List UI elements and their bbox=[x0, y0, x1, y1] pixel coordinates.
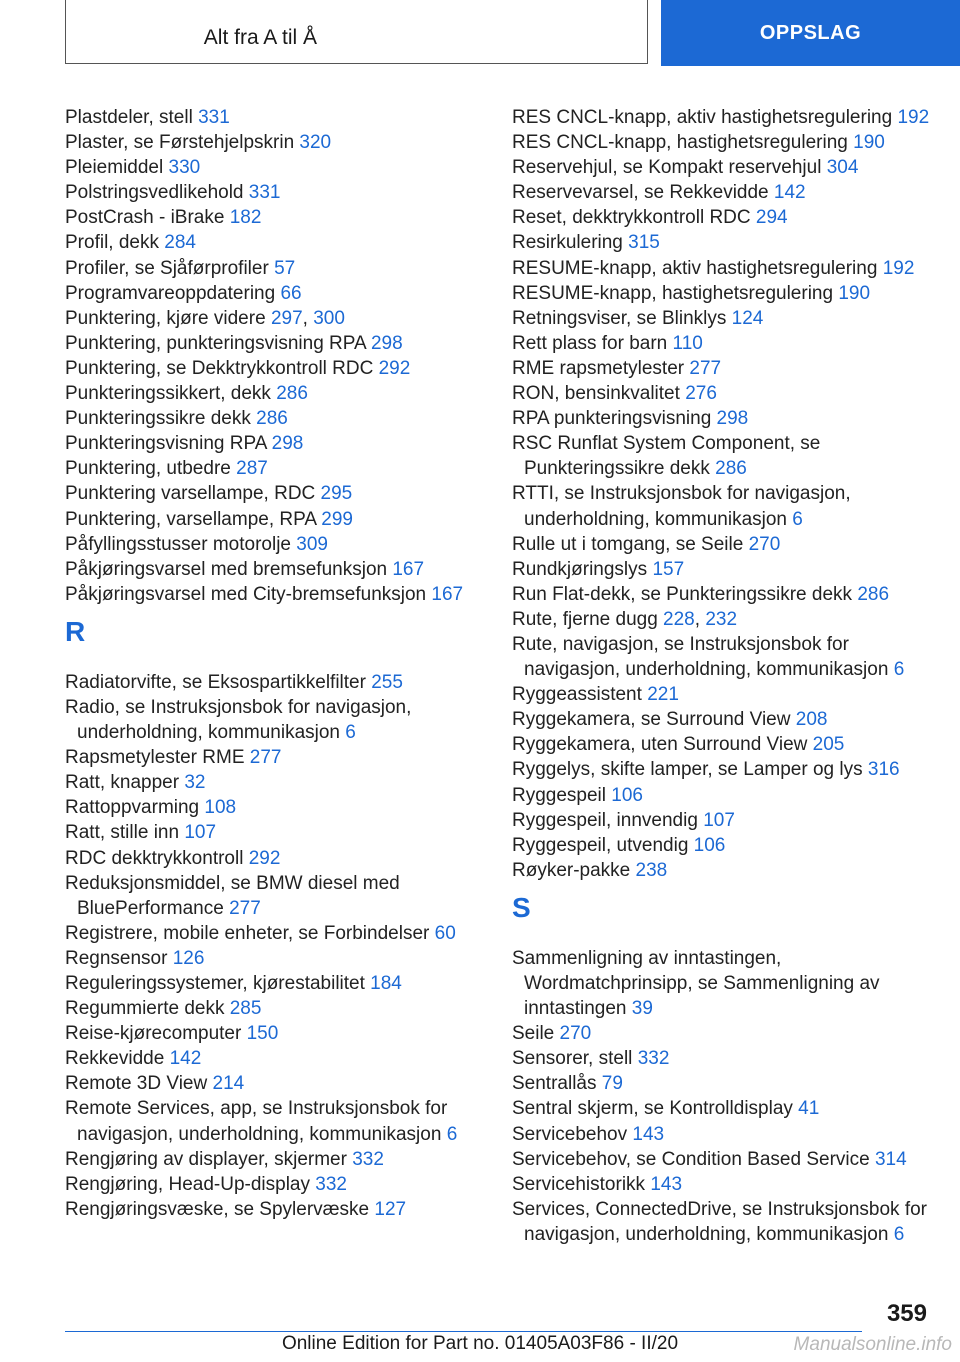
page-link[interactable]: 332 bbox=[352, 1148, 384, 1170]
page-link[interactable]: 190 bbox=[838, 282, 871, 304]
index-entry bbox=[512, 757, 942, 782]
page-link[interactable]: 6 bbox=[893, 1223, 905, 1245]
index-entry bbox=[65, 155, 485, 180]
page-link[interactable]: 297 bbox=[270, 307, 303, 329]
page-link[interactable]: 287 bbox=[236, 458, 268, 480]
index-entry bbox=[65, 996, 485, 1021]
index-entry bbox=[65, 456, 485, 481]
index-column-left bbox=[65, 105, 485, 1222]
index-entry bbox=[512, 481, 942, 531]
page-link[interactable]: 32 bbox=[184, 772, 206, 794]
page-link[interactable]: 294 bbox=[755, 207, 788, 229]
page-link[interactable]: 255 bbox=[371, 671, 403, 693]
index-term: Servicebehov bbox=[512, 1123, 628, 1145]
page-link[interactable]: 276 bbox=[685, 383, 717, 405]
page-link[interactable]: 315 bbox=[628, 232, 660, 254]
index-term: RESUME-knapp, hastighetsregulering bbox=[512, 282, 834, 304]
page-link[interactable]: 190 bbox=[853, 132, 885, 154]
index-entry bbox=[512, 306, 942, 331]
page-link[interactable]: 298 bbox=[271, 433, 304, 455]
page-link[interactable]: 286 bbox=[715, 458, 747, 480]
index-term: Rengjøring av displayer, skjermer bbox=[65, 1148, 347, 1170]
index-term: Rute, navigasjon, se Instruksjonsbok for navigasjon, underholdning, kommunikasjon bbox=[512, 633, 889, 681]
index-term: Reservehjul, se Kompakt reservehjul bbox=[512, 157, 822, 179]
index-term: Ryggespeil bbox=[512, 784, 606, 806]
page-link[interactable]: 228 bbox=[663, 608, 695, 630]
header-frame bbox=[65, 0, 648, 64]
page-link[interactable]: 332 bbox=[637, 1048, 670, 1070]
index-term: RDC dekktrykkontroll bbox=[65, 847, 244, 869]
index-term: Regnsensor bbox=[65, 947, 168, 969]
index-entry bbox=[512, 431, 942, 481]
page-link[interactable]: 286 bbox=[276, 383, 308, 405]
index-entry bbox=[65, 281, 485, 306]
index-term: Reservevarsel, se Rekkevidde bbox=[512, 182, 769, 204]
page-link[interactable]: 332 bbox=[315, 1173, 347, 1195]
index-term: Reset, dekktrykkontroll RDC bbox=[512, 207, 751, 229]
index-term: Punktering, se Dekktrykkontroll RDC bbox=[65, 357, 374, 379]
index-term: Rundkjøringslys bbox=[512, 558, 648, 580]
index-entry bbox=[65, 1071, 485, 1096]
index-entry bbox=[65, 507, 485, 532]
index-term: Radio, se Instruksjonsbok for navigasjon, underholdning, kommunikasjon bbox=[65, 696, 412, 744]
page-link[interactable]: 167 bbox=[431, 583, 464, 605]
index-entry bbox=[65, 795, 485, 820]
index-entry bbox=[65, 670, 485, 695]
page-link[interactable]: 208 bbox=[795, 709, 828, 731]
index-term: RME rapsmetylester bbox=[512, 357, 685, 379]
page-link[interactable]: 6 bbox=[345, 722, 356, 744]
page-link[interactable]: 57 bbox=[274, 257, 296, 279]
index-term: Rulle ut i tomgang, se Seile bbox=[512, 533, 744, 555]
page-link[interactable]: 126 bbox=[172, 947, 205, 969]
page-link[interactable]: 214 bbox=[212, 1073, 245, 1095]
page-link[interactable]: 221 bbox=[647, 684, 679, 706]
page-link[interactable]: 39 bbox=[631, 998, 653, 1020]
index-term: Servicehistorikk bbox=[512, 1173, 646, 1195]
index-entry bbox=[65, 846, 485, 871]
page-link[interactable]: 41 bbox=[798, 1098, 820, 1120]
index-entry bbox=[512, 557, 942, 582]
index-term: Remote 3D View bbox=[65, 1073, 208, 1095]
index-entry bbox=[512, 381, 942, 406]
page-link[interactable]: 60 bbox=[434, 922, 456, 944]
index-entry bbox=[65, 130, 485, 155]
section-title: Alt fra A til Å bbox=[203, 26, 317, 49]
index-entry bbox=[512, 1071, 942, 1096]
page-link[interactable]: 304 bbox=[826, 157, 859, 179]
page-link[interactable]: 284 bbox=[164, 232, 196, 254]
index-term: Reise-kjørecomputer bbox=[65, 1023, 242, 1045]
index-entry bbox=[65, 532, 485, 557]
index-entry bbox=[65, 921, 485, 946]
index-entry bbox=[512, 682, 942, 707]
page-link[interactable]: 285 bbox=[229, 998, 262, 1020]
page-link[interactable]: 331 bbox=[198, 107, 230, 128]
page-link[interactable]: 292 bbox=[248, 847, 281, 869]
index-term: Ryggelys, skifte lamper, se Lamper og lys bbox=[512, 759, 863, 781]
index-entry bbox=[512, 1147, 942, 1172]
index-term: Regummierte dekk bbox=[65, 998, 225, 1020]
page-link[interactable]: 238 bbox=[635, 859, 668, 881]
footer-edition: Online Edition for Part no. 01405A03F86 - II/20 bbox=[281, 1333, 679, 1354]
index-entry bbox=[512, 256, 942, 281]
page-link[interactable]: 270 bbox=[748, 533, 781, 555]
index-term: Ryggespeil, innvendig bbox=[512, 809, 698, 831]
index-term: Rengjøring, Head-Up-display bbox=[65, 1173, 310, 1195]
page-link[interactable]: 143 bbox=[632, 1123, 665, 1145]
index-entry bbox=[512, 632, 942, 682]
index-term: Rengjøringsvæske, se Spylervæske bbox=[65, 1198, 370, 1220]
index-entry bbox=[512, 105, 942, 130]
index-entry bbox=[65, 871, 485, 921]
index-term: Retningsviser, se Blinklys bbox=[512, 307, 727, 329]
page-link[interactable]: 106 bbox=[611, 784, 643, 806]
index-term: Plastdeler, stell bbox=[65, 107, 193, 128]
index-term: Påkjøringsvarsel med bremsefunksjon bbox=[65, 558, 388, 580]
index-entry bbox=[512, 946, 942, 1021]
index-term: Resirkulering bbox=[512, 232, 623, 254]
index-term: Punktering, punkteringsvisning RPA bbox=[65, 332, 366, 354]
index-term: PostCrash - iBrake bbox=[65, 207, 225, 229]
index-letter-heading: R bbox=[65, 615, 86, 647]
index-term: Ratt, stille inn bbox=[65, 822, 180, 844]
page-link[interactable]: 150 bbox=[246, 1023, 279, 1045]
index-term: Punktering, utbedre bbox=[65, 458, 231, 480]
index-term: RESUME-knapp, aktiv hastighetsregulering bbox=[512, 257, 878, 279]
page-link[interactable]: 108 bbox=[204, 797, 237, 819]
index-entry bbox=[65, 557, 485, 582]
page-link[interactable]: 79 bbox=[601, 1073, 623, 1095]
page-link[interactable]: 298 bbox=[370, 332, 403, 354]
page-link[interactable]: 300 bbox=[313, 307, 345, 329]
index-term: Reguleringssystemer, kjørestabilitet bbox=[65, 973, 365, 994]
index-term: Ryggeassistent bbox=[512, 684, 642, 706]
page-link[interactable]: 106 bbox=[693, 834, 726, 856]
index-term: Rett plass for barn bbox=[512, 332, 668, 354]
page-link[interactable]: 6 bbox=[446, 1123, 458, 1145]
page-link[interactable]: 157 bbox=[652, 558, 685, 580]
index-entry bbox=[512, 130, 942, 155]
index-entry bbox=[65, 770, 485, 795]
watermark: Manualsonline.info bbox=[793, 1334, 952, 1355]
page-link[interactable]: 124 bbox=[731, 307, 764, 329]
page-link[interactable]: 286 bbox=[256, 408, 288, 430]
index-entry bbox=[512, 783, 942, 808]
index-entry bbox=[65, 582, 485, 607]
page-link[interactable]: 107 bbox=[703, 809, 735, 831]
page-link[interactable]: 6 bbox=[792, 508, 803, 530]
index-entry bbox=[65, 1172, 485, 1197]
index-entry bbox=[512, 833, 942, 858]
index-entry bbox=[65, 356, 485, 381]
index-entry bbox=[65, 230, 485, 255]
index-term: Rute, fjerne dugg bbox=[512, 608, 658, 630]
index-term: Punkteringssikkert, dekk bbox=[65, 383, 271, 405]
page-link[interactable]: 292 bbox=[378, 357, 411, 379]
page-link[interactable]: 277 bbox=[249, 747, 282, 769]
index-term: Registrere, mobile enheter, se Forbindelser bbox=[65, 922, 430, 944]
index-term: Sammenligning av inntastingen, Wordmatchprinsipp, se Sammenligning av inntastingen bbox=[512, 947, 880, 1020]
index-term: Pleiemiddel bbox=[65, 157, 164, 179]
index-term: Sensorer, stell bbox=[512, 1048, 633, 1070]
index-entry bbox=[65, 946, 485, 971]
page-link[interactable]: 192 bbox=[882, 257, 915, 279]
index-term: Rapsmetylester RME bbox=[65, 747, 245, 769]
index-entry bbox=[512, 532, 942, 557]
index-entry bbox=[512, 1197, 942, 1247]
index-entry bbox=[512, 281, 942, 306]
index-term: Sentrallås bbox=[512, 1073, 597, 1095]
index-entry bbox=[65, 745, 485, 770]
page-link[interactable]: 142 bbox=[773, 182, 806, 204]
page-link[interactable]: 316 bbox=[867, 759, 900, 781]
index-entry bbox=[65, 971, 485, 996]
index-term: Punkteringsvisning RPA bbox=[65, 433, 267, 455]
index-entry bbox=[65, 180, 485, 205]
index-entry bbox=[65, 406, 485, 431]
index-column-right bbox=[512, 105, 942, 1247]
index-term: Seile bbox=[512, 1023, 555, 1045]
index-term: Påfyllingsstusser motorolje bbox=[65, 533, 291, 555]
page-link[interactable]: 205 bbox=[812, 734, 845, 756]
index-term: Punktering, kjøre videre bbox=[65, 307, 266, 329]
index-term: RES CNCL-knapp, hastighetsregulering bbox=[512, 132, 848, 154]
index-entry bbox=[65, 331, 485, 356]
page-link[interactable]: 286 bbox=[857, 583, 890, 605]
page-number: 359 bbox=[886, 1300, 927, 1327]
index-term: Programvareoppdatering bbox=[65, 282, 276, 304]
page-link[interactable]: 331 bbox=[248, 182, 281, 204]
index-letter-heading: S bbox=[512, 891, 531, 923]
index-term: RPA punkteringsvisning bbox=[512, 408, 712, 430]
index-entry bbox=[512, 331, 942, 356]
page-link[interactable]: 330 bbox=[168, 157, 201, 179]
page-link[interactable]: 143 bbox=[650, 1173, 683, 1195]
index-term: Rekkevidde bbox=[65, 1048, 165, 1070]
page-link[interactable]: 127 bbox=[374, 1198, 407, 1220]
index-term: Røyker-pakke bbox=[512, 859, 631, 881]
index-entry: Punktering, kjøre videre 297, 300 bbox=[65, 307, 345, 329]
index-term: Ryggekamera, se Surround View bbox=[512, 709, 791, 731]
index-term: Rattoppvarming bbox=[65, 797, 200, 819]
page-link[interactable]: 107 bbox=[184, 822, 217, 844]
index-term: Remote Services, app, se Instruksjonsbok for navigasjon, underholdning, kommunikasjon bbox=[65, 1098, 448, 1145]
index-entry bbox=[512, 1046, 942, 1071]
page-link[interactable]: 320 bbox=[299, 132, 332, 154]
index-entry bbox=[65, 256, 485, 281]
index-entry bbox=[512, 582, 942, 607]
index-term: Radiatorvifte, se Eksospartikkelfilter bbox=[65, 671, 366, 693]
index-entry bbox=[512, 808, 942, 833]
index-term: Punkteringssikre dekk bbox=[65, 408, 251, 430]
index-entry bbox=[65, 105, 485, 130]
index-term: Ryggekamera, uten Surround View bbox=[512, 734, 808, 756]
page-link[interactable]: 298 bbox=[716, 408, 749, 430]
index-term: Services, ConnectedDrive, se Instruksjonsbok for navigasjon, underholdning, kommunikasjon bbox=[512, 1198, 928, 1245]
index-entry: Rute, fjerne dugg 228, 232 bbox=[512, 608, 738, 630]
page-link[interactable]: 295 bbox=[320, 483, 353, 505]
index-term: Profil, dekk bbox=[65, 232, 159, 254]
index-entry bbox=[512, 1021, 942, 1046]
page-link[interactable]: 277 bbox=[229, 897, 261, 919]
index-entry bbox=[65, 1021, 485, 1046]
index-term: Profiler, se Sjåførprofiler bbox=[65, 257, 269, 279]
index-entry bbox=[512, 155, 942, 180]
tab-oppslag[interactable]: OPPSLAG bbox=[661, 0, 960, 66]
index-term: RSC Runflat System Component, se Punkteringssikre dekk bbox=[512, 433, 821, 480]
page-link[interactable]: 184 bbox=[370, 973, 402, 994]
index-entry bbox=[512, 205, 942, 230]
index-entry bbox=[512, 1172, 942, 1197]
index-entry bbox=[512, 356, 942, 381]
index-entry bbox=[65, 1147, 485, 1172]
index-entry bbox=[512, 858, 942, 883]
index-term: Sentral skjerm, se Kontrolldisplay bbox=[512, 1098, 793, 1120]
index-entry bbox=[512, 1122, 942, 1147]
page-link[interactable]: 270 bbox=[559, 1023, 592, 1045]
index-entry bbox=[65, 431, 485, 456]
page-link[interactable]: 299 bbox=[321, 508, 353, 530]
index-term: Ryggespeil, utvendig bbox=[512, 834, 689, 856]
index-entry bbox=[65, 695, 485, 745]
index-entry bbox=[512, 230, 942, 255]
index-term: Reduksjonsmiddel, se BMW diesel med BluePerformance bbox=[65, 872, 400, 919]
index-entry bbox=[65, 1046, 485, 1071]
index-entry bbox=[512, 406, 942, 431]
index-term: Punktering, varsellampe, RPA bbox=[65, 508, 316, 530]
page-link[interactable]: 6 bbox=[893, 659, 905, 681]
index-entry bbox=[512, 1096, 942, 1121]
page-link[interactable]: 182 bbox=[229, 207, 262, 229]
footer-divider bbox=[65, 1331, 862, 1332]
index-entry bbox=[65, 205, 485, 230]
page-link[interactable]: 167 bbox=[392, 558, 425, 580]
page-link[interactable]: 142 bbox=[169, 1048, 202, 1070]
index-entry bbox=[65, 481, 485, 506]
index-term: Polstringsvedlikehold bbox=[65, 182, 244, 204]
index-entry bbox=[65, 1197, 485, 1222]
index-term: Servicebehov, se Condition Based Service bbox=[512, 1148, 870, 1170]
index-term: RON, bensinkvalitet bbox=[512, 383, 680, 405]
index-term: Plaster, se Førstehjelpskrin bbox=[65, 132, 295, 154]
index-entry bbox=[65, 820, 485, 845]
index-entry bbox=[512, 732, 942, 757]
index-term: Ratt, knapper bbox=[65, 772, 180, 794]
page-link[interactable]: 309 bbox=[296, 533, 328, 555]
page-link[interactable]: 232 bbox=[705, 608, 738, 630]
page-link[interactable]: 66 bbox=[280, 282, 302, 304]
page-link[interactable]: 277 bbox=[689, 357, 722, 379]
index-term: Punktering varsellampe, RDC bbox=[65, 483, 316, 505]
index-term: Run Flat-dekk, se Punkteringssikre dekk bbox=[512, 583, 853, 605]
index-entry bbox=[65, 381, 485, 406]
index-entry bbox=[65, 1096, 485, 1146]
index-term: RTTI, se Instruksjonsbok for navigasjon, underholdning, kommunikasjon bbox=[512, 483, 851, 530]
index-term: RES CNCL-knapp, aktiv hastighetsregulering bbox=[512, 107, 893, 128]
page-link[interactable]: 314 bbox=[874, 1148, 907, 1170]
page-link[interactable]: 192 bbox=[897, 107, 930, 128]
index-entry bbox=[512, 180, 942, 205]
index-term: Påkjøringsvarsel med City-bremsefunksjon bbox=[65, 583, 427, 605]
index-entry bbox=[512, 707, 942, 732]
page-link[interactable]: 110 bbox=[672, 332, 703, 354]
